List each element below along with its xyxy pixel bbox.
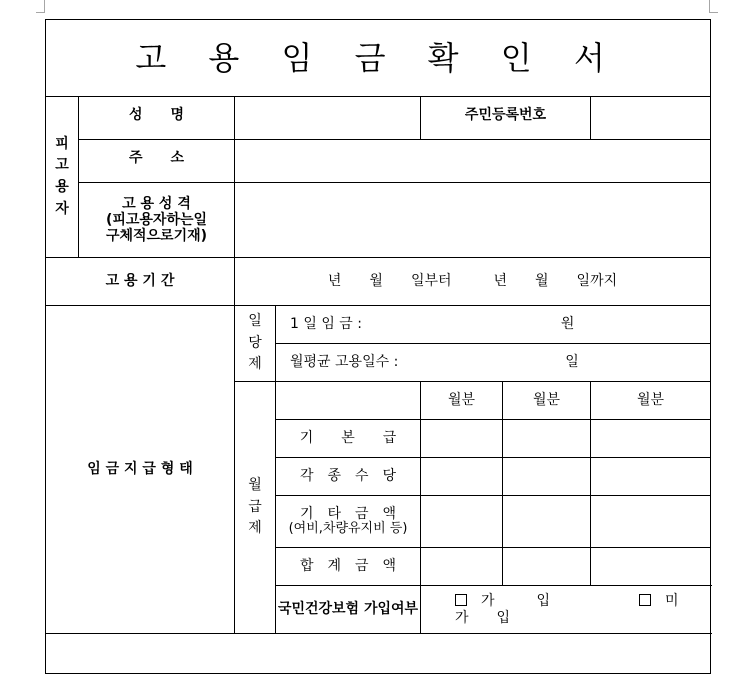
other-amounts-label-line-2: (여비,차량유지비 등) [288, 521, 408, 537]
address-field[interactable] [235, 140, 711, 183]
other-amounts-month-2[interactable] [503, 496, 591, 548]
daily-wage-unit: 원 [560, 316, 575, 333]
employee-section-label-cell [46, 97, 79, 258]
other-amounts-label-line-1: 기 타 금 액 [299, 505, 397, 522]
health-insurance-options [421, 586, 711, 634]
month-column-header-2: 월분 [503, 382, 591, 420]
daily-wage-label: 1 일 임 금 : [290, 316, 362, 333]
employment-type-label-line-1: 고 용 성 격 [122, 195, 191, 212]
daily-wage-system-label-cell [235, 306, 276, 382]
employment-type-field[interactable] [235, 183, 711, 258]
allowances-month-1[interactable] [421, 458, 503, 496]
resident-number-field[interactable] [591, 97, 711, 140]
employment-type-label [79, 183, 235, 258]
name-label: 성 명 [79, 97, 235, 140]
allowances-label: 각 종 수 당 [276, 458, 421, 496]
employment-wage-form [45, 19, 711, 674]
daily-wage-field[interactable] [276, 306, 711, 344]
base-salary-month-2[interactable] [503, 420, 591, 458]
allowances-month-3[interactable] [591, 458, 711, 496]
allowances-month-2[interactable] [503, 458, 591, 496]
page-corner-mark-right [709, 0, 718, 13]
monthly-average-days-unit: 일 [565, 354, 579, 371]
other-amounts-month-3[interactable] [591, 496, 711, 548]
daily-wage-system-label: 일 당 제 [248, 312, 262, 373]
health-insurance-label: 국민건강보험 가입여부 [276, 586, 421, 634]
form-title: 고 용 임 금 확 인 서 [135, 38, 621, 77]
other-amounts-label [276, 496, 421, 548]
total-amount-month-3[interactable] [591, 548, 711, 586]
employment-type-label-line-2: (피고용자하는일 [105, 211, 208, 228]
monthly-table-corner-cell [276, 382, 421, 420]
wage-payment-type-label: 임 금 지 급 형 태 [46, 306, 235, 634]
form-title-cell [46, 20, 711, 97]
monthly-salary-system-label-cell [235, 382, 276, 634]
other-amounts-month-1[interactable] [421, 496, 503, 548]
resident-number-label: 주민등록번호 [421, 97, 591, 140]
month-column-header-3: 월분 [591, 382, 711, 420]
base-salary-month-3[interactable] [591, 420, 711, 458]
monthly-average-days-field[interactable] [276, 344, 711, 382]
insured-option-label: 가 입 [481, 593, 551, 610]
monthly-average-days-label: 월평균 고용일수 : [290, 354, 399, 371]
next-section-row [46, 634, 711, 674]
not-insured-option-label: 미 가 입 [455, 593, 707, 626]
month-column-header-1: 월분 [421, 382, 503, 420]
base-salary-month-1[interactable] [421, 420, 503, 458]
page-corner-mark-left [36, 0, 45, 13]
insured-option[interactable] [455, 593, 550, 609]
employment-period-label: 고 용 기 간 [46, 258, 235, 306]
total-amount-month-1[interactable] [421, 548, 503, 586]
name-field[interactable] [235, 97, 421, 140]
not-insured-checkbox[interactable] [639, 594, 651, 606]
employment-type-label-line-3: 구체적으로기재) [105, 228, 208, 245]
total-amount-month-2[interactable] [503, 548, 591, 586]
employee-section-label: 피 고 용 자 [55, 135, 69, 217]
base-salary-label: 기 본 급 [276, 420, 421, 458]
monthly-salary-system-label: 월 급 제 [248, 476, 262, 537]
employment-period-field[interactable]: 년 월 일부터 년 월 일까지 [235, 258, 711, 306]
total-amount-label: 합 계 금 액 [276, 548, 421, 586]
address-label: 주 소 [79, 140, 235, 183]
insured-checkbox[interactable] [455, 594, 467, 606]
